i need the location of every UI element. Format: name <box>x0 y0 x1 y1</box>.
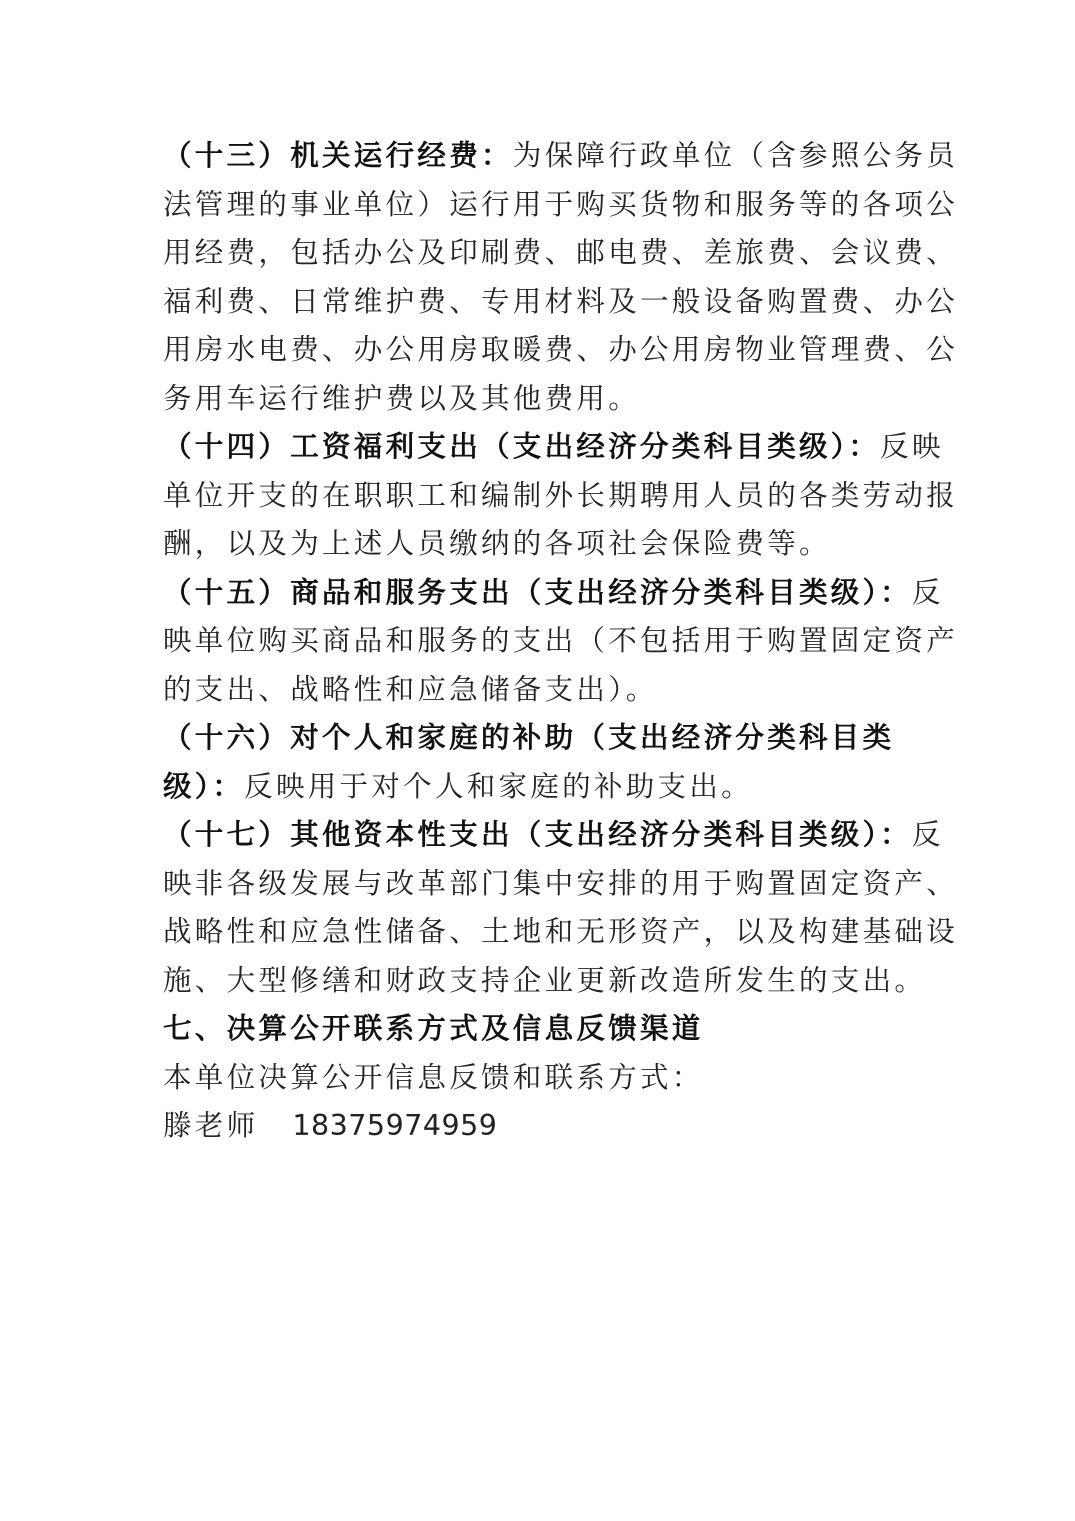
section-16-text: 反映用于对个人和家庭的补助支出。 <box>244 769 753 803</box>
section-15-line-2: 映单位购买商品和服务的支出（不包括用于购置固定资产 <box>163 624 959 657</box>
contact-phone: 18375974959 <box>292 1109 498 1142</box>
section-16-term: （十六）对个人和家庭的补助（支出经济分类科目类 <box>163 721 895 754</box>
section-16-term-end: 级）： <box>163 769 245 803</box>
section-17-line-2: 映非各级发展与改革部门集中安排的用于购置固定资产、 <box>163 866 959 900</box>
section-14-line-3: 酬，以及为上述人员缴纳的各项社会保险费等。 <box>163 527 831 560</box>
section-17-line-1 <box>163 811 944 860</box>
contact-line <box>163 1102 891 1151</box>
section-16-line-1 <box>163 714 895 763</box>
section-15-line-3: 的支出、战略性和应急储备支出）。 <box>163 672 658 706</box>
section-14-text: 反映 <box>880 430 944 463</box>
section-16-line-2 <box>163 763 891 812</box>
section-17-term: （十七）其他资本性支出（支出经济分类科目类级）： <box>163 818 912 851</box>
section-13-line-3: 用经费，包括办公及印刷费、邮电费、差旅费、会议费、 <box>163 236 959 269</box>
section-13-line-6: 务用车运行维护费以及其他费用。 <box>163 381 641 415</box>
section-13-line-1 <box>163 132 959 181</box>
section-13-text: 为保障行政单位（含参照公务员 <box>512 139 959 172</box>
section-13-line-2: 法管理的事业单位）运行用于购买货物和服务等的各项公 <box>163 187 959 221</box>
section-15-term: （十五）商品和服务支出（支出经济分类科目类级）： <box>163 575 912 609</box>
contact-name: 滕老师 <box>163 1109 259 1142</box>
section-17-text: 反 <box>911 818 944 851</box>
section-15-text: 反 <box>911 575 944 609</box>
section-13-line-4: 福利费、日常维护费、专用材料及一般设备购置费、办公 <box>163 284 959 318</box>
section-13-line-5: 用房水电费、办公用房取暖费、办公用房物业管理费、公 <box>163 333 959 366</box>
section-14-line-1 <box>163 423 944 472</box>
section-13-term: （十三）机关运行经费： <box>163 139 513 172</box>
section-17-line-4: 施、大型修缮和财政支持企业更新改造所发生的支出。 <box>163 963 927 997</box>
section-14-term: （十四）工资福利支出（支出经济分类科目类级）： <box>163 430 881 463</box>
section-17-line-3: 战略性和应急性储备、土地和无形资产，以及构建基础设 <box>163 915 959 948</box>
section-14-line-2: 单位开支的在职职工和编制外长期聘用人员的各类劳动报 <box>163 478 959 512</box>
contact-intro: 本单位决算公开信息反馈和联系方式： <box>163 1060 704 1094</box>
contact-heading: 七、决算公开联系方式及信息反馈渠道 <box>163 1012 704 1045</box>
document-page <box>163 132 959 1151</box>
section-15-line-1 <box>163 569 944 618</box>
